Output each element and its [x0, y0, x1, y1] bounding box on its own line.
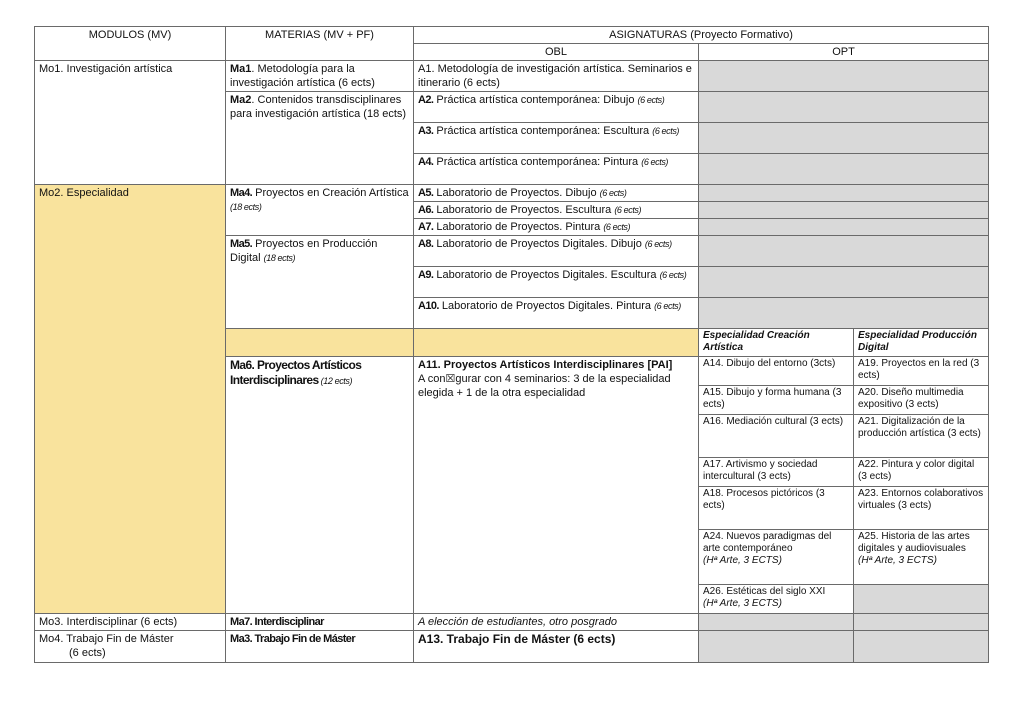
asignatura-a5 [414, 185, 699, 202]
module-mo1: Mo1. Investigación artística [35, 61, 226, 185]
asignatura-ects: (6 ects) [599, 188, 627, 198]
optativa-note: (Hª Arte, 3 ECTS) [858, 555, 937, 566]
opt-empty-cell [699, 154, 989, 185]
optativa-text: A24. Nuevos paradigmas del arte contemporáneo [703, 531, 832, 554]
asignatura-code: A5. [418, 187, 434, 199]
asignatura-code: A4. [418, 156, 434, 168]
module-ects: (6 ects) [69, 647, 106, 659]
asignatura-ects: (6 ects) [652, 126, 680, 136]
materia-ma1 [226, 61, 414, 92]
optativa-a25 [854, 530, 989, 585]
optativa-a24 [699, 530, 854, 585]
materia-text: . Contenidos transdisciplinares para investigación artística (18 ects) [230, 94, 407, 120]
asignatura-code: A2. [418, 94, 434, 106]
asignatura-title: A11. Proyectos Artísticos Interdisciplinares [PAI] [418, 359, 673, 371]
asignatura-a10 [414, 298, 699, 329]
opt-empty-cell [699, 185, 989, 202]
header-obl: OBL [414, 44, 699, 61]
materia-code: Ma2 [230, 94, 252, 106]
asignatura-a8 [414, 236, 699, 267]
spec-produccion-header: Especialidad Producción Digital [854, 329, 989, 357]
materia-ma4 [226, 185, 414, 236]
materia-ma2 [226, 92, 414, 185]
optativa-text: A25. Historia de las artes digitales y audiovisuales [858, 531, 970, 554]
asignatura-code: A3. [418, 125, 434, 137]
opt-empty-cell [699, 219, 989, 236]
asignatura-a1: A1. Metodología de investigación artística. Seminarios e itinerario (6 ects) [414, 61, 699, 92]
table-row [35, 61, 989, 92]
opt-empty-cell [699, 298, 989, 329]
curriculum-table [34, 26, 989, 663]
optativa-a15: A15. Dibujo y forma humana (3 ects) [699, 386, 854, 415]
opt-empty-cell [699, 267, 989, 298]
opt-empty-cell [854, 614, 989, 631]
optativa-note: (Hª Arte, 3 ECTS) [703, 555, 782, 566]
asignatura-code: A6. [418, 204, 434, 216]
materia-text: . Metodología para la investigación artística (6 ects) [230, 63, 375, 89]
materia-text: Proyectos en Creación Artística [252, 187, 409, 199]
asignatura-desc: A con☒gurar con 4 seminarios: 3 de la especialidad elegida + 1 de la otra especialidad [418, 373, 671, 399]
materia-ects: (18 ects) [230, 202, 262, 212]
asignatura-text: Laboratorio de Proyectos Digitales. Dibujo [433, 238, 645, 250]
opt-empty-cell [699, 202, 989, 219]
asignatura-text: Práctica artística contemporánea: Dibujo [433, 94, 638, 106]
opt-empty-cell [699, 123, 989, 154]
module-mo3: Mo3. Interdisciplinar (6 ects) [35, 614, 226, 631]
asignatura-text: Laboratorio de Proyectos. Dibujo [433, 187, 600, 199]
opt-empty-cell [699, 92, 989, 123]
opt-empty-cell [699, 614, 854, 631]
asignatura-a13: A13. Trabajo Fin de Máster (6 ects) [414, 631, 699, 663]
asignatura-text: Laboratorio de Proyectos. Pintura [433, 221, 604, 233]
asignatura-code: A9. [418, 269, 434, 281]
header-materias: MATERIAS (MV + PF) [226, 27, 414, 61]
optativa-a16: A16. Mediación cultural (3 ects) [699, 415, 854, 458]
asignatura-text: Laboratorio de Proyectos Digitales. Escultura [433, 269, 660, 281]
materia-ects: (12 ects) [318, 376, 353, 386]
asignatura-a11 [414, 357, 699, 614]
asignatura-ects: (6 ects) [654, 301, 681, 311]
materia-ma6 [226, 357, 414, 614]
table-row [35, 614, 989, 631]
asignatura-code: A7. [418, 221, 434, 233]
header-modulos: MODULOS (MV) [35, 27, 226, 61]
asignatura-a7 [414, 219, 699, 236]
opt-empty-cell [699, 236, 989, 267]
materia-empty-cell [226, 329, 414, 357]
asignatura-ects: (6 ects) [641, 157, 669, 167]
opt-empty-cell [854, 631, 989, 663]
asignatura-text: Práctica artística contemporánea: Escultura [433, 125, 653, 137]
opt-empty-cell [854, 585, 989, 614]
asignatura-ects: (6 ects) [614, 205, 642, 215]
optativa-a23: A23. Entornos colaborativos virtuales (3 ects) [854, 487, 989, 530]
materia-text: Proyectos en Producción Digital [230, 238, 378, 264]
asignatura-ects: (6 ects) [644, 239, 672, 249]
asignatura-eleccion: A elección de estudiantes, otro posgrado [414, 614, 699, 631]
optativa-a20: A20. Diseño multimedia expositivo (3 ects) [854, 386, 989, 415]
materia-code: Ma4. [230, 187, 253, 199]
asignatura-empty-cell [414, 329, 699, 357]
optativa-a21: A21. Digitalización de la producción artística (3 ects) [854, 415, 989, 458]
module-mo2: Mo2. Especialidad [35, 185, 226, 614]
optativa-a17: A17. Artivismo y sociedad intercultural (3 ects) [699, 458, 854, 487]
spec-creacion-header: Especialidad Creación Artística [699, 329, 854, 357]
asignatura-a4 [414, 154, 699, 185]
asignatura-text: Laboratorio de Proyectos Digitales. Pintura [438, 300, 655, 312]
asignatura-ects: (6 ects) [659, 270, 687, 280]
header-asignaturas: ASIGNATURAS (Proyecto Formativo) [414, 27, 989, 44]
module-mo4 [35, 631, 226, 663]
opt-empty-cell [699, 631, 854, 663]
header-opt: OPT [699, 44, 989, 61]
asignatura-text: Práctica artística contemporánea: Pintura [433, 156, 642, 168]
materia-title: Ma6. Proyectos Artísticos Interdisciplinares [230, 358, 362, 387]
materia-code: Ma5. [230, 238, 253, 250]
table-row [35, 631, 989, 663]
module-label: Mo4. Trabajo Fin de Máster [39, 633, 174, 645]
materia-ects: (18 ects) [263, 253, 296, 263]
asignatura-a6 [414, 202, 699, 219]
opt-empty-cell [699, 61, 989, 92]
optativa-a22: A22. Pintura y color digital (3 ects) [854, 458, 989, 487]
asignatura-ects: (6 ects) [603, 222, 631, 232]
materia-code: Ma1 [230, 63, 252, 75]
materia-ma3: Ma3. Trabajo Fin de Máster [226, 631, 414, 663]
optativa-a14: A14. Dibujo del entorno (3cts) [699, 357, 854, 386]
materia-ma7: Ma7. Interdisciplinar [226, 614, 414, 631]
optativa-a18: A18. Procesos pictóricos (3 ects) [699, 487, 854, 530]
optativa-a19: A19. Proyectos en la red (3 ects) [854, 357, 989, 386]
optativa-note: (Hª Arte, 3 ECTS) [703, 598, 782, 609]
optativa-a26 [699, 585, 854, 614]
table-row [35, 185, 989, 202]
materia-ma5 [226, 236, 414, 329]
asignatura-a9 [414, 267, 699, 298]
asignatura-text: Laboratorio de Proyectos. Escultura [433, 204, 615, 216]
asignatura-code: A10. [418, 300, 439, 312]
asignatura-a2 [414, 92, 699, 123]
asignatura-code: A8. [418, 238, 434, 250]
header-row [35, 27, 989, 44]
asignatura-ects: (6 ects) [637, 95, 665, 105]
optativa-text: A26. Estéticas del siglo XXI [703, 586, 826, 597]
asignatura-a3 [414, 123, 699, 154]
